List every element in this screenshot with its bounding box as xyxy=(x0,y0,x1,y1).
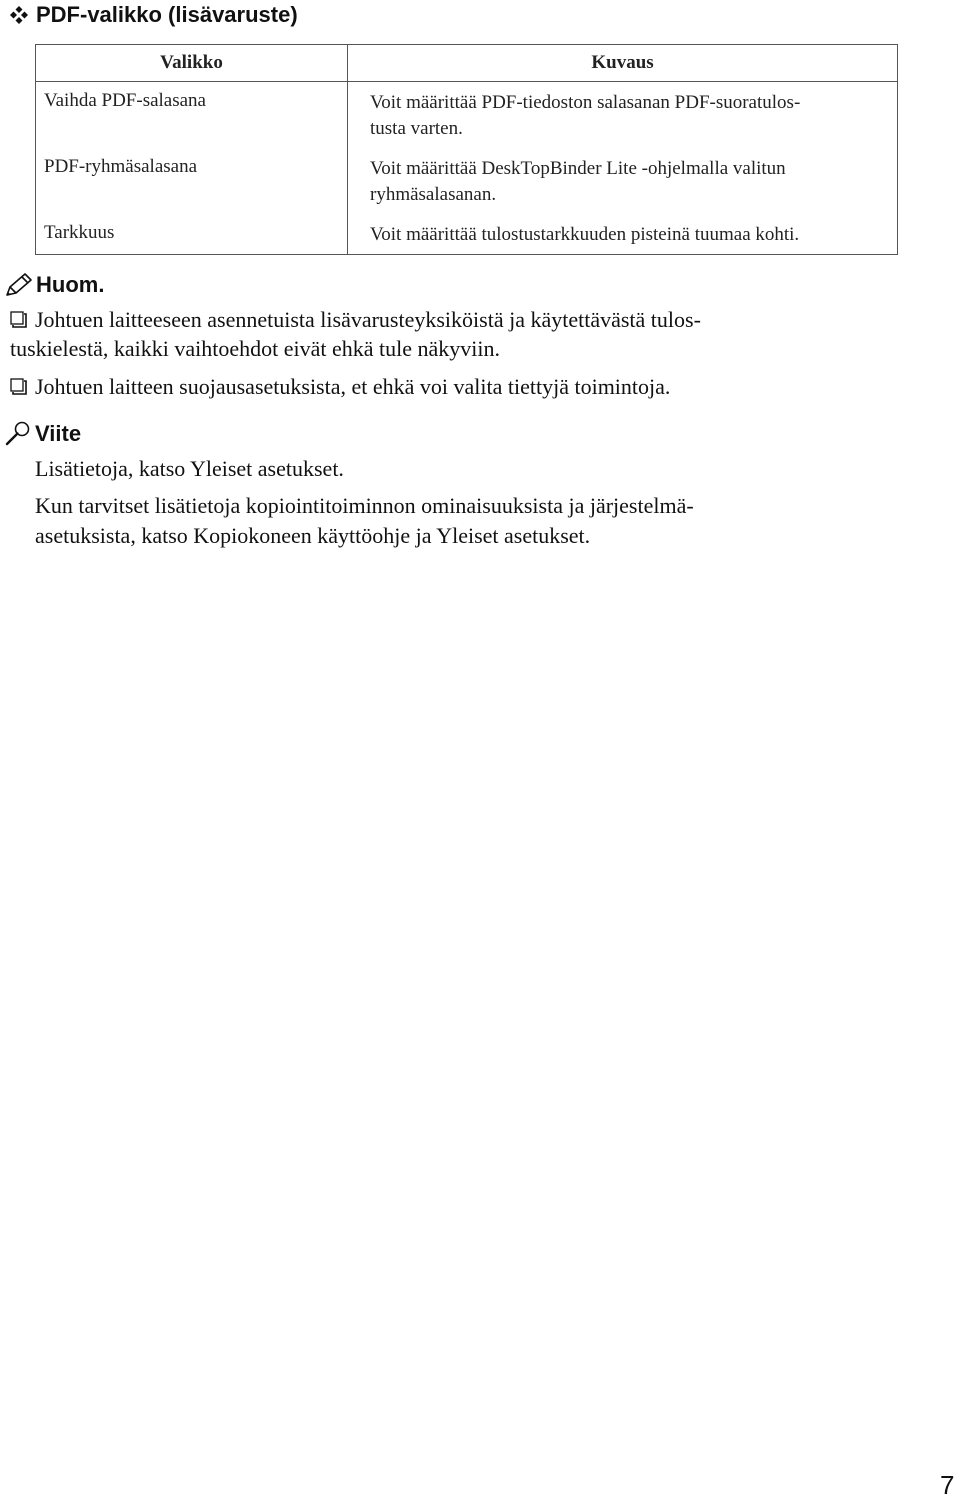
magnifier-icon xyxy=(4,420,32,448)
note-item-text xyxy=(10,305,900,363)
description-line: Voit määrittää tulostustarkkuuden pisteinä tuumaa kohti. xyxy=(370,224,800,245)
section-title-text: PDF-valikko (lisävaruste) xyxy=(36,2,298,27)
header-description: Kuvaus xyxy=(348,45,898,82)
description-line: tusta varten. xyxy=(370,118,463,139)
table-header-row xyxy=(36,45,898,82)
diamond-bullet-icon xyxy=(8,4,30,26)
description-line: Voit määrittää DeskTopBinder Lite -ohjelmalla valitun xyxy=(370,158,786,179)
table-row xyxy=(36,148,898,214)
note-heading-text: Huom. xyxy=(36,272,105,297)
table-row xyxy=(36,82,898,149)
note-item-line: tuskielestä, kaikki vaihtoehdot eivät ehkä tule näkyviin. xyxy=(10,336,500,361)
menu-cell: Vaihda PDF-salasana xyxy=(36,82,348,149)
pencil-icon xyxy=(4,272,34,298)
reference-heading xyxy=(4,420,81,448)
section-title xyxy=(8,2,298,28)
description-cell xyxy=(348,214,898,255)
description-line: Voit määrittää PDF-tiedoston salasanan PDF-suoratulos- xyxy=(370,92,801,113)
menu-table xyxy=(35,44,898,255)
reference-paragraph xyxy=(35,454,900,484)
note-item xyxy=(10,372,900,401)
note-heading xyxy=(4,272,104,298)
note-item-line: Johtuen laitteen suojausasetuksista, et ehkä voi valita tiettyjä toimintoja. xyxy=(35,374,671,399)
description-cell xyxy=(348,82,898,149)
note-item-line: Johtuen laitteeseen asennetuista lisävarusteyksiköistä ja käytettävästä tulos- xyxy=(35,307,701,332)
note-item-text xyxy=(10,372,900,401)
menu-cell: Tarkkuus xyxy=(36,214,348,255)
reference-paragraph-line: Kun tarvitset lisätietoja kopiointitoiminnon ominaisuuksista ja järjestelmä- xyxy=(35,493,694,518)
note-item xyxy=(10,305,900,363)
reference-heading-text: Viite xyxy=(35,421,82,446)
reference-paragraph xyxy=(35,491,900,551)
table-row xyxy=(36,214,898,255)
checkbox-bullet-icon xyxy=(10,311,27,328)
description-cell xyxy=(348,148,898,214)
reference-paragraph-text: Lisätietoja, katso Yleiset asetukset. xyxy=(35,456,344,481)
page-number: 7 xyxy=(940,1470,955,1500)
header-menu: Valikko xyxy=(36,45,348,82)
checkbox-bullet-icon xyxy=(10,378,27,395)
description-line: ryhmäsalasanan. xyxy=(370,184,497,205)
menu-cell: PDF-ryhmäsalasana xyxy=(36,148,348,214)
reference-paragraph-line: asetuksista, katso Kopiokoneen käyttöohje ja Yleiset asetukset. xyxy=(35,523,591,548)
